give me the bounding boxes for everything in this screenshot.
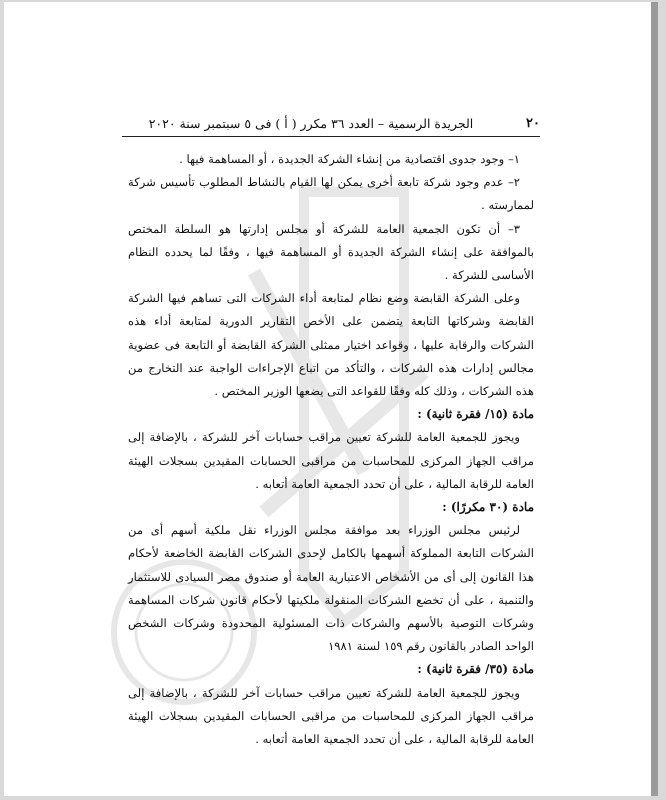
article-30-bis-heading: مادة (٣٠ مكررًا) :	[442, 500, 534, 515]
scan-edge	[651, 2, 658, 796]
page-number: ٢٠	[526, 116, 540, 131]
clause-1: ١– وجود جدوى اقتصادية من إنشاء الشركة الجديدة ، أو المساهمة فيها .	[179, 152, 520, 166]
document-body	[128, 148, 534, 751]
article-15-heading: مادة (١٥/ فقرة ثانية) :	[417, 407, 534, 422]
paragraph-holding-monitoring: وعلى الشركة القابضة وضع نظام لمتابعة أداء الشركات التى تساهم فيها الشركة القابضة وشركاتها التابعة يتضمن على الأخص التقارير الدورية لمتابعة أداء هذه الشركات والرقابة عليها ، وقواعد اختيار ممثلى الشركة القابضة أو التابعة فى عضوية مجالس إدارات هذه الشركات ، والتأكد من اتباع الإجراءات الواجبة عند التخارج من هذه الشركات ، وذلك كله وفقًا للقواعد التى يضعها الوزير المختص .	[128, 291, 534, 399]
document-page	[4, 2, 658, 796]
article-35-text: ويجوز للجمعية العامة للشركة تعيين مراقب حسابات آخر للشركة ، بالإضافة إلى مراقب الجهاز المركزى للمحاسبات من مراقبى الحسابات المقيدين بسجلات الهيئة العامة للرقابة المالية ، على أن تحدد الجمعية العامة أتعابه .	[128, 685, 534, 747]
clause-3: ٣– أن تكون الجمعية العامة للشركة أو مجلس إدارتها هو السلطة المختص بالموافقة على إنشاء الشركة الجديدة أو المساهمة فيها ، وفقًا لما يحدده النظام الأساسى للشركة .	[128, 221, 534, 283]
gazette-title: الجريدة الرسمية – العدد ٣٦ مكرر ( أ ) فى ٥ سبتمبر سنة ٢٠٢٠	[148, 116, 474, 131]
article-30-bis-text: لرئيس مجلس الوزراء بعد موافقة مجلس الوزراء نقل ملكية أسهم أى من الشركات التابعة المملوكة أسهمها بالكامل لإحدى الشركات القابضة الخاضعة لأحكام هذا القانون إلى أى من الأشخاص الاعتبارية العامة أو صندوق مصر السيادى للاستثمار والتنمية ، على أن تخضع الشركات المنقولة ملكيتها لأحكام قانون شركات المساهمة وشركات التوصية بالأسهم والشركات ذات المسئولية المحدودة وشركات الشخص الواحد الصادر بالقانون رقم ١٥٩ لسنة ١٩٨١	[128, 523, 534, 654]
article-15-text: ويجوز للجمعية العامة للشركة تعيين مراقب حسابات آخر للشركة ، بالإضافة إلى مراقب الجهاز المركزى للمحاسبات من مراقبى الحسابات المقيدين بسجلات الهيئة العامة للرقابة المالية ، على أن تحدد الجمعية العامة أتعابه .	[128, 430, 534, 491]
article-35-heading: مادة (٣٥/ فقرة ثانية) :	[417, 662, 534, 677]
clause-2: ٢– عدم وجود شركة تابعة أخرى يمكن لها القيام بالنشاط المطلوب تأسيس شركة لممارسته .	[128, 175, 534, 213]
page-header	[122, 114, 540, 137]
